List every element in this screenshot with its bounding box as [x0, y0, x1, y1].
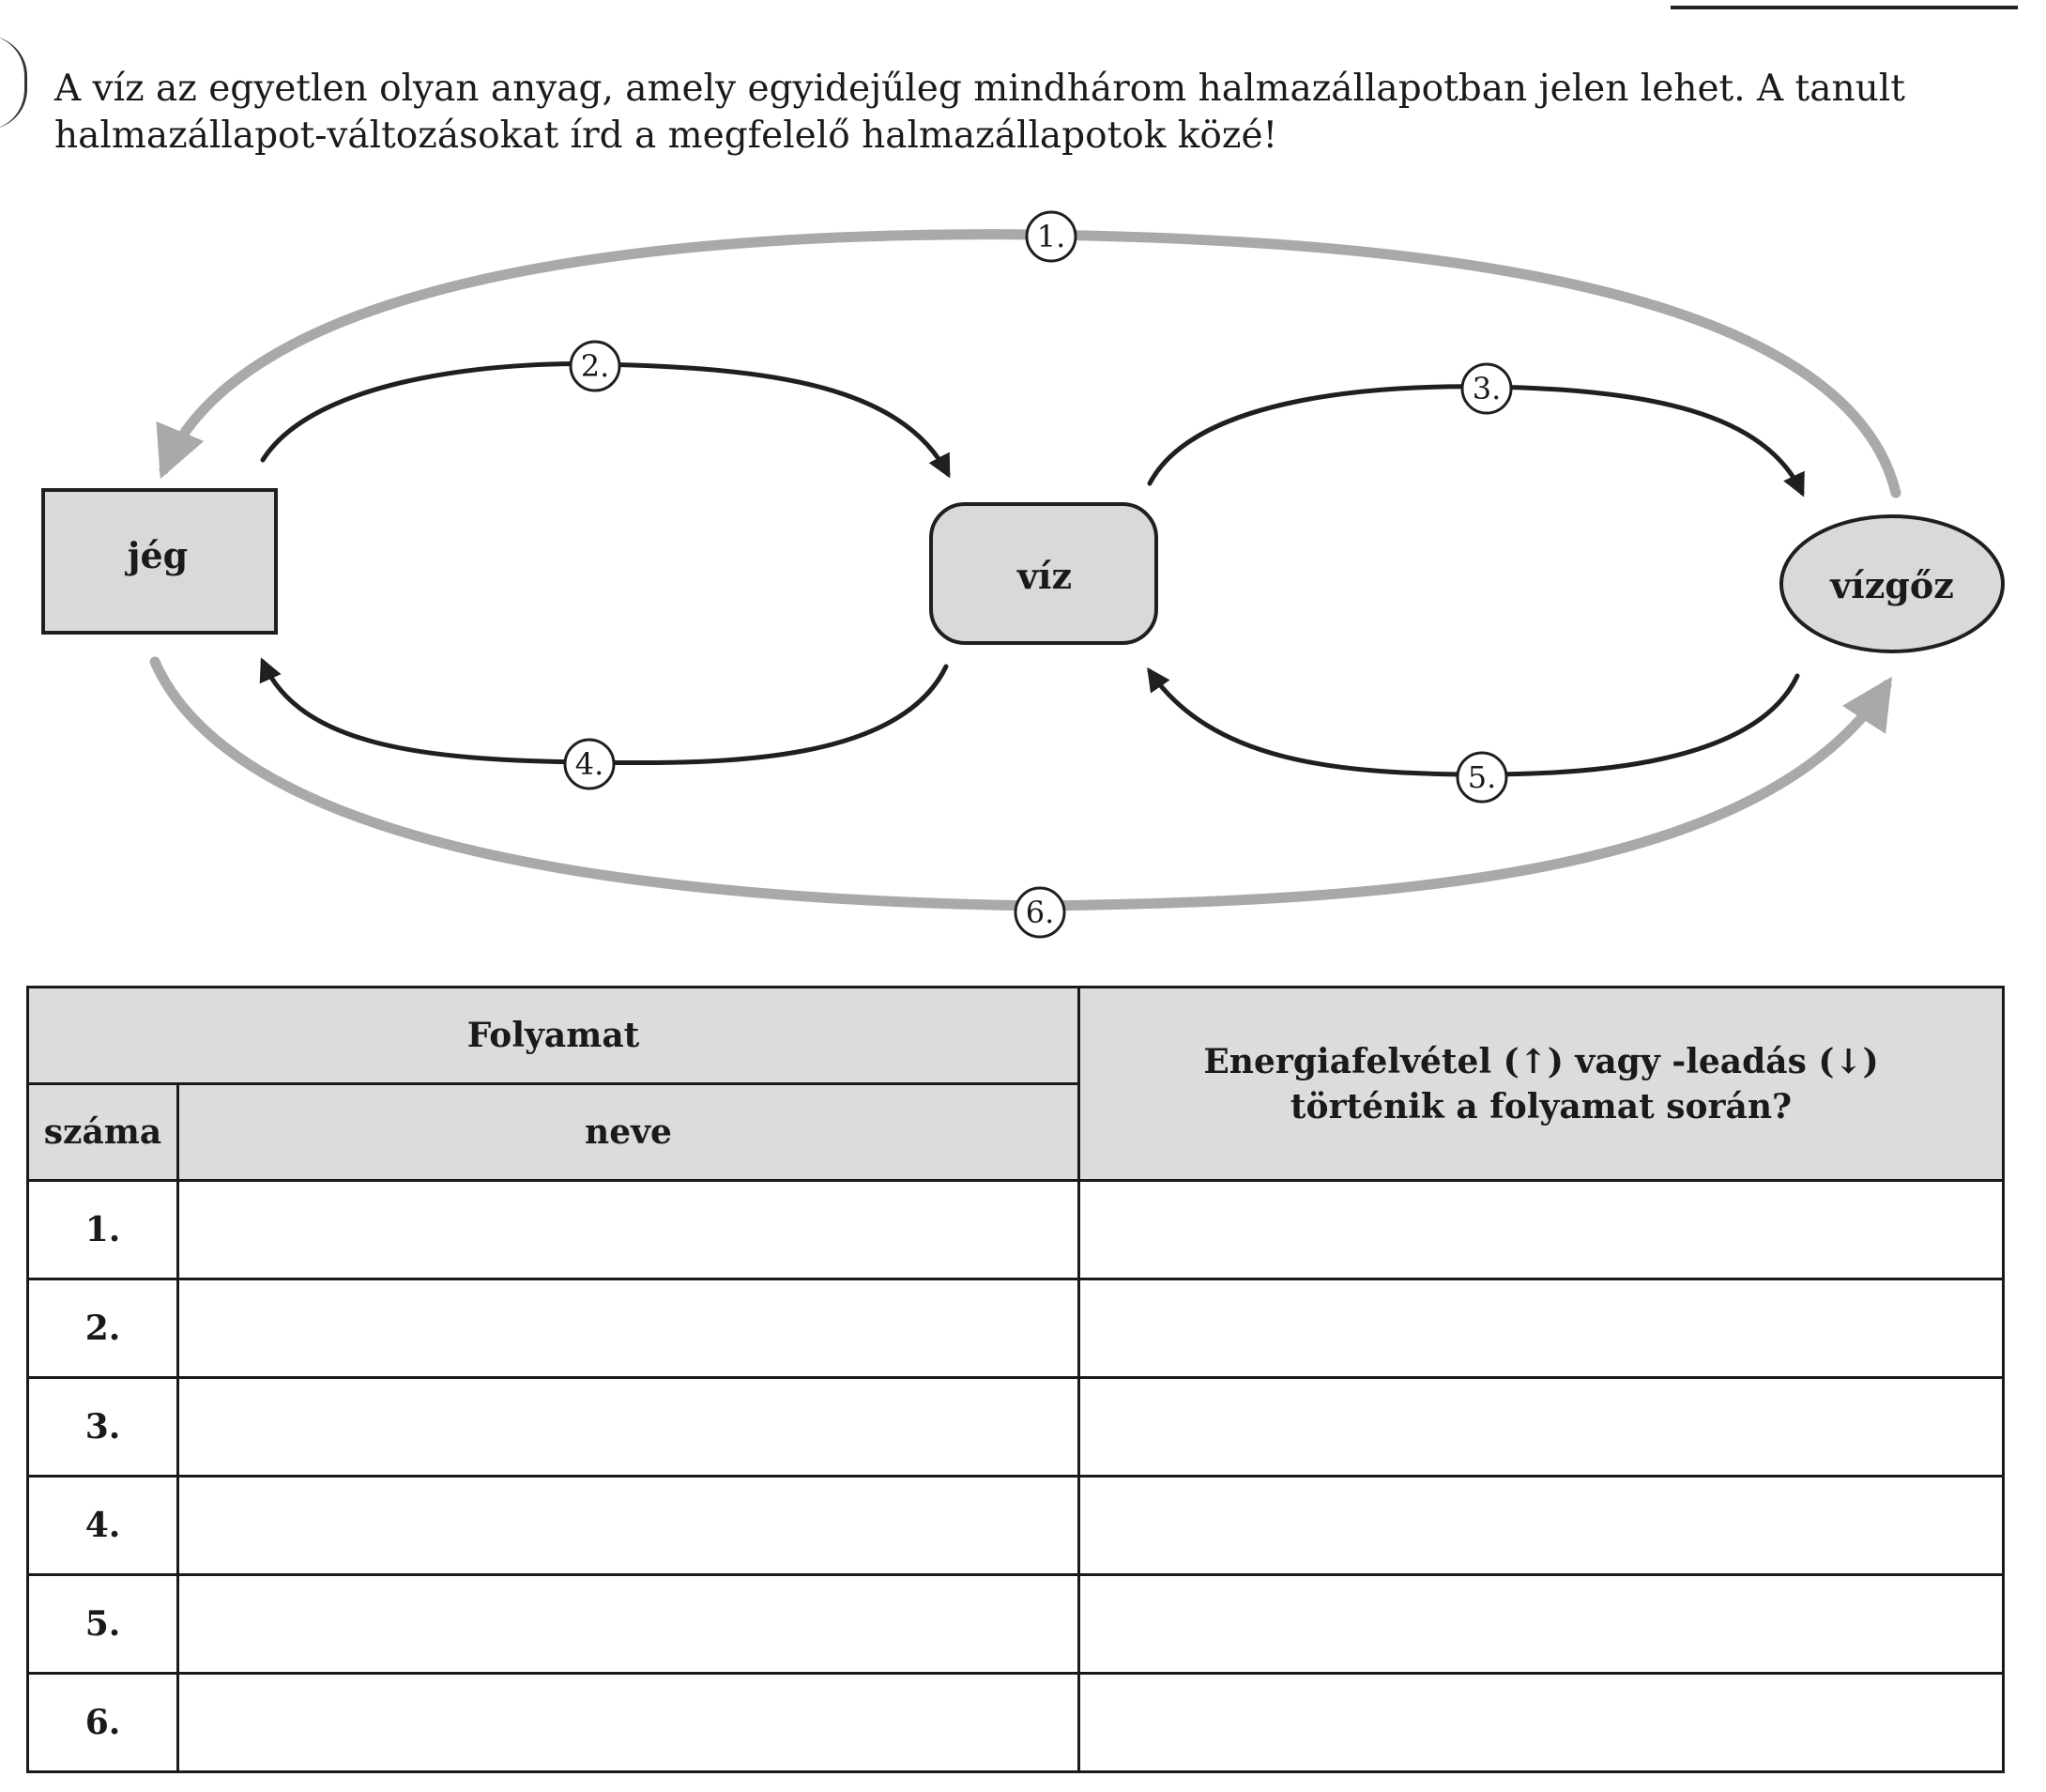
svg-text:5.: 5.	[1467, 759, 1497, 795]
svg-text:2.: 2.	[580, 348, 610, 384]
table-row	[28, 1477, 2004, 1575]
process-name-cell[interactable]	[178, 1674, 1079, 1772]
energy-cell[interactable]	[1079, 1181, 2004, 1279]
process-name-cell[interactable]	[178, 1378, 1079, 1477]
process-name-cell[interactable]	[178, 1575, 1079, 1674]
state-label-water: víz	[1016, 555, 1073, 597]
table-row	[28, 1181, 2004, 1279]
row-number: 4.	[28, 1477, 178, 1575]
header-name: neve	[178, 1084, 1079, 1181]
energy-cell[interactable]	[1079, 1575, 2004, 1674]
svg-text:6.: 6.	[1025, 895, 1055, 930]
state-node-ice	[43, 490, 276, 633]
task-bracket-mark	[0, 36, 27, 130]
row-number: 6.	[28, 1674, 178, 1772]
svg-text:3.: 3.	[1472, 371, 1502, 406]
state-label-vapor: vízgőz	[1830, 564, 1954, 606]
state-label-ice: jég	[127, 534, 189, 576]
table-row	[28, 1575, 2004, 1674]
arrow-number-1	[1027, 212, 1076, 261]
arrow-number-3	[1462, 364, 1511, 413]
svg-text:1.: 1.	[1036, 219, 1066, 254]
process-name-cell[interactable]	[178, 1477, 1079, 1575]
header-number: száma	[28, 1084, 178, 1181]
energy-cell[interactable]	[1079, 1674, 2004, 1772]
process-name-cell[interactable]	[178, 1279, 1079, 1378]
process-table	[26, 986, 2005, 1773]
task-instruction: A víz az egyetlen olyan anyag, amely egyidejűleg mindhárom halmazállapotban jelen lehet. A tanult halmazállapot-változásokat írd a megfelelő halmazállapotok közé!	[54, 68, 1905, 157]
state-node-vapor	[1781, 516, 2003, 651]
state-change-diagram	[0, 188, 2046, 957]
table-header-row-1	[28, 988, 2004, 1084]
row-number: 1.	[28, 1181, 178, 1279]
row-number: 3.	[28, 1378, 178, 1477]
table-row	[28, 1674, 2004, 1772]
header-energy: Energiafelvétel (↑) vagy -leadás (↓) történik a folyamat során?	[1079, 988, 2004, 1181]
row-number: 2.	[28, 1279, 178, 1378]
energy-cell[interactable]	[1079, 1477, 2004, 1575]
energy-cell[interactable]	[1079, 1279, 2004, 1378]
arrow-6-ice-to-vapor	[155, 662, 1886, 906]
energy-cell[interactable]	[1079, 1378, 2004, 1477]
arrow-number-4	[565, 740, 614, 789]
arrow-number-2	[571, 342, 619, 391]
table-row	[28, 1279, 2004, 1378]
svg-text:4.: 4.	[574, 746, 604, 782]
process-name-cell[interactable]	[178, 1181, 1079, 1279]
header-process: Folyamat	[28, 988, 1079, 1084]
arrow-number-6	[1015, 888, 1064, 937]
table-row	[28, 1378, 2004, 1477]
process-table-wrapper	[26, 986, 2002, 1773]
row-number: 5.	[28, 1575, 178, 1674]
arrow-number-5	[1458, 753, 1506, 802]
arrow-1-vapor-to-ice	[164, 235, 1896, 493]
state-node-water	[931, 504, 1156, 643]
top-rule	[1671, 0, 2018, 9]
